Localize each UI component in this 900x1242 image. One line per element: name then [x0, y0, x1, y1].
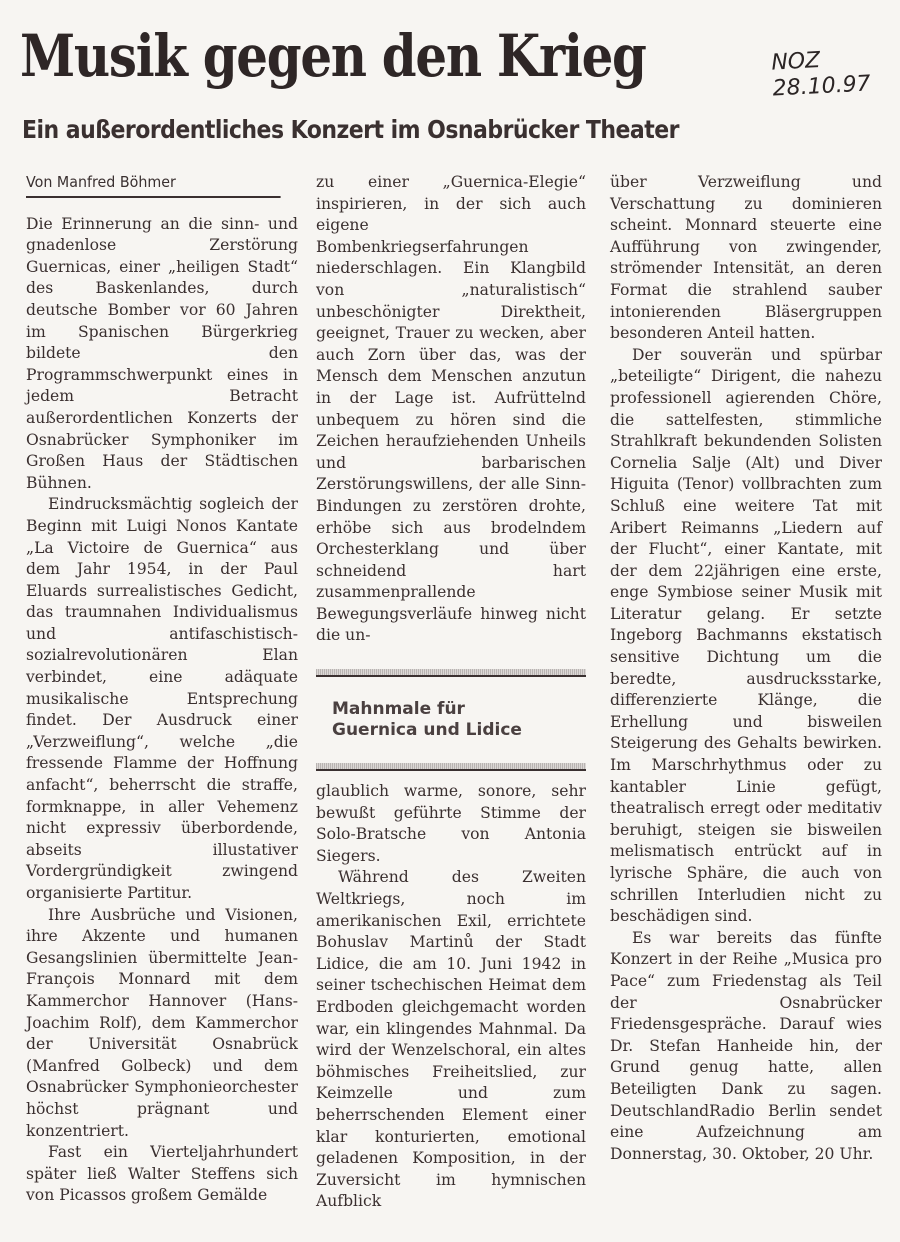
article-column-2 — [316, 172, 586, 1213]
paragraph: Während des Zweiten Weltkriegs, noch im amerikanischen Exil, errichtete Bohuslav Martinů der Stadt Lidice, die am 10. Juni 1942 in seiner tschechischen Heimat dem Erdboden gleichgemacht worden war, ein klingendes Mahnmal. Da wird der Wenzelschoral, ein altes böhmisches Freiheitslied, zur Keimzelle und zum beherrschenden Element einer klar konturierten, emotional geladenen Komposition, in der Zuversicht im hymnischen Aufblick — [316, 868, 586, 1211]
headline: Musik gegen den Krieg — [20, 22, 646, 90]
paragraph: Die Erinnerung an die sinn- und gnadenlose Zerstörung Guernicas, einer „heiligen Stadt“ des Baskenlandes, durch deutsche Bomber vor 60 Jahren im Spanischen Bürgerkrieg bildete den Programmschwerpunkt eines in jedem Betracht außerordentlichen Konzerts der Osnabrücker Symphoniker im Großen Haus der Städtischen Bühnen. — [26, 214, 298, 492]
paragraph: zu einer „Guernica-Elegie“ inspirieren, in der sich auch eigene Bombenkriegserfahrungen niederschlagen. Ein Klangbild von „naturalistisch“ unbeschönigter Direktheit, geeignet, Trauer zu wecken, aber auch Zorn über das, was der Mensch dem Menschen anzutun in der Lage ist. Aufrüttelnd unbequem zu hören sind die Zeichen heraufziehenden Unheils und barbarischen Zerstörungswillens, der alle Sinn-Bindungen zu zerstören drohte, erhöbe sich aus brodelndem Orchesterklang und über schneidend hart zusammenprallende Bewegungsverläufe hinweg nicht die un- — [316, 173, 586, 645]
separator-bottom — [316, 763, 586, 771]
handwritten-source: NOZ — [770, 48, 821, 76]
handwritten-date-note — [771, 45, 872, 102]
intertitle-line-1: Mahnmale für — [332, 699, 465, 720]
paragraph: Ihre Ausbrüche und Visionen, ihre Akzente und humanen Gesangslinien übermittelte Jean-François Monnard mit dem Kammerchor Hannover (Hans-Joachim Rolf), dem Kammerchor der Universität Osnabrück (Manfred Golbeck) und dem Osnabrücker Symphonieorchester höchst prägnant und konzentriert. — [26, 905, 298, 1140]
intertitle — [316, 677, 586, 763]
paragraph: glaublich warme, sonore, sehr bewußt geführte Stimme der Solo-Bratsche von Antonia Siegers. — [316, 782, 586, 865]
paragraph: Eindrucksmächtig sogleich der Beginn mit Luigi Nonos Kantate „La Victoire de Guernica“ aus dem Jahr 1954, in der Paul Eluards surrealistisches Gedicht, das traumnahen Individualismus und antifaschistisch-sozialrevolutionären Elan verbindet, eine adäquate musikalische Entsprechung findet. Der Ausdruck einer „Verzweiflung“, welche „die fressende Flamme der Hoffnung anfacht“, beherrscht die straffe, formknappe, in aller Vehemenz nicht expressiv überbordende, abseits illustativer Vordergründigkeit zwingend organisierte Partitur. — [26, 495, 298, 902]
handwritten-date: 28.10.97 — [772, 71, 872, 102]
paragraph: Der souverän und spürbar „beteiligte“ Dirigent, die nahezu professionell agierenden Chöre, die sattelfesten, stimmliche Strahlkraft bekundenden Solisten Cornelia Salje (Alt) und Diver Higuita (Tenor) vollbrachten zum Schluß eine weitere Tat mit Aribert Reimanns „Liedern auf der Flucht“, einer Kantate, mit der dem 22jährigen eine erste, enge Symbiose seiner Musik mit Literatur gelang. Er setzte Ingeborg Bachmanns ekstatisch sensitive Dichtung um die beredte, ausdrucksstarke, differenzierte Klänge, die Erhellung und bisweilen Steigerung des Gehalts bewirken. Im Marschrhythmus oder zu kantabler Linie gefügt, theatralisch erregt oder meditativ beruhigt, steigen sie bisweilen melismatisch entrückt auf in lyrische Sphäre, die auch von schrillen Interludien nicht zu beschädigen sind. — [610, 345, 882, 926]
byline: Von Manfred Böhmer — [26, 172, 281, 198]
article-column-3 — [610, 172, 882, 1165]
article-column-1 — [26, 172, 298, 1207]
paragraph: Es war bereits das fünfte Konzert in der Reihe „Musica pro Pace“ zum Friedenstag als Teil der Osnabrücker Friedensgespräche. Darauf wies Dr. Stefan Hanheide hin, der Grund genug hatte, allen Beteiligten Dank zu sagen. DeutschlandRadio Berlin sendet eine Aufzeichnung am Donnerstag, 30. Oktober, 20 Uhr. — [610, 928, 882, 1163]
separator-top — [316, 669, 586, 677]
intertitle-box — [316, 669, 586, 771]
subheadline: Ein außerordentliches Konzert im Osnabrücker Theater — [22, 115, 679, 144]
paragraph: Fast ein Vierteljahrhundert später ließ Walter Steffens sich von Picassos großem Gemälde — [26, 1143, 298, 1205]
paragraph: über Verzweiflung und Verschattung zu dominieren scheint. Monnard steuerte eine Aufführung von zwingender, strömender Intensität, an deren Format die strahlend sauber intonierenden Bläsergruppen besonderen Anteil hatten. — [610, 173, 882, 343]
intertitle-line-2: Guernica und Lidice — [332, 720, 522, 741]
